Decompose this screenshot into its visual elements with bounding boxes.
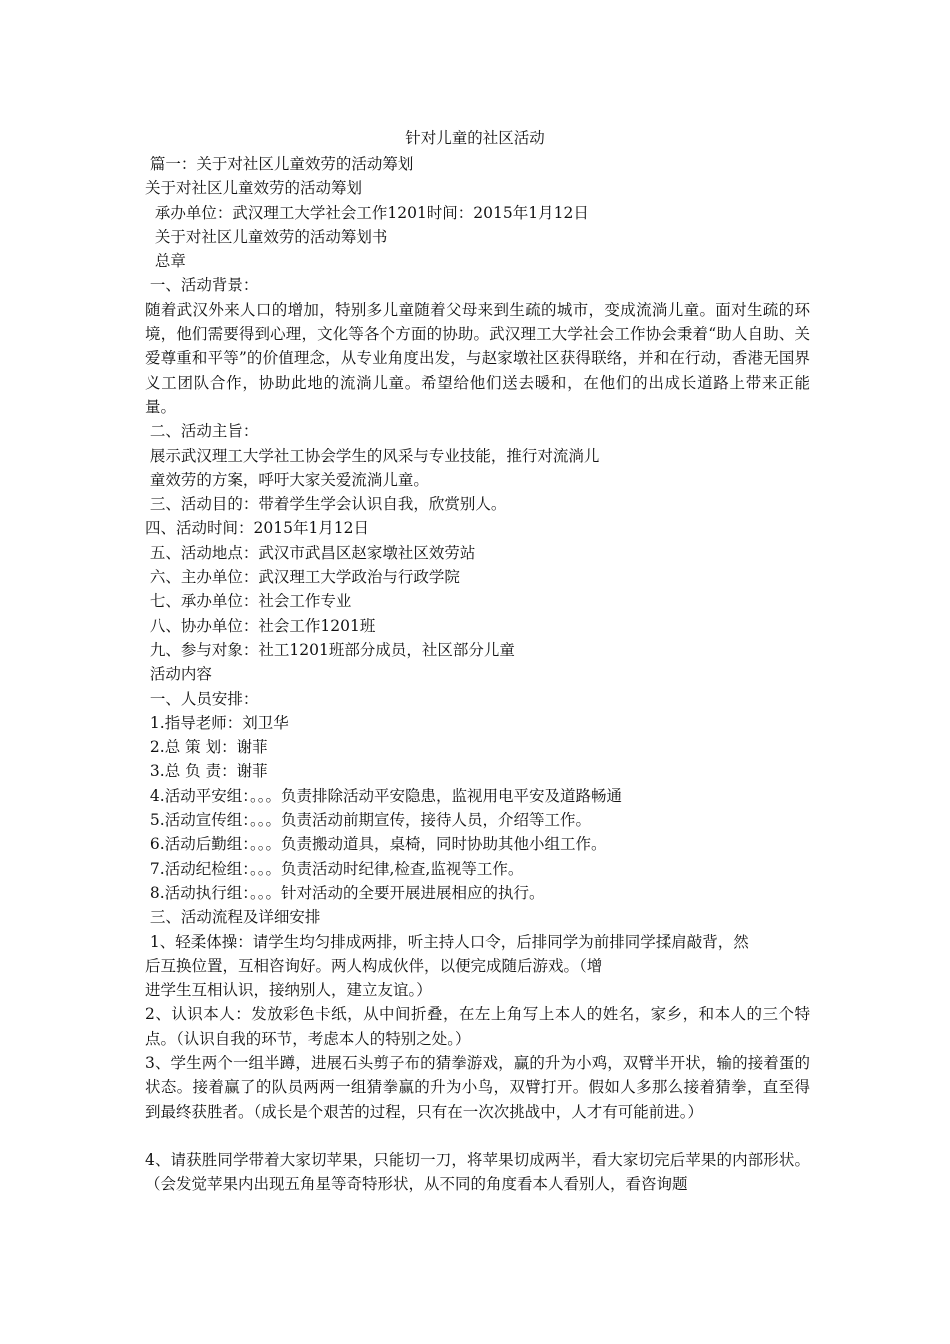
text-line: 1、轻柔体操：请学生均匀排成两排，听主持人口令，后排同学为前排同学揉肩敲背，然	[145, 932, 749, 951]
text-line: 四、活动时间：2015年1月12日	[145, 519, 370, 538]
section-heading: 一、活动背景：	[145, 276, 259, 295]
list-item: 1.指导老师：刘卫华	[145, 713, 289, 732]
section-heading: 一、人员安排：	[145, 689, 259, 708]
text-line: 八、协办单位：社会工作1201班	[145, 616, 376, 635]
item-3-paragraph: 3、学生两个一组半蹲，进展石头剪子布的猜拳游戏，赢的升为小鸡，双臂半开状，输的接着蛋的状态。接着赢了的队员两两一组猜拳赢的升为小鸟，双臂打开。假如人多那么接着猜拳，直至得到最终获胜者。（成长是个艰苦的过程，只有在一次次挑战中，人才有可能前进。）	[145, 1054, 810, 1121]
text-line: 总章	[145, 252, 186, 271]
text-line: 童效劳的方案，呼吁大家关爱流淌儿童。	[145, 470, 429, 489]
list-item: 3.总 负 责：谢菲	[145, 762, 268, 781]
text-line: 七、承办单位：社会工作专业	[145, 592, 352, 611]
text-line: 篇一：关于对社区儿童效劳的活动筹划	[145, 155, 414, 173]
section-heading: 二、活动主旨：	[145, 422, 259, 441]
text-line: 六、主办单位：武汉理工大学政治与行政学院	[145, 568, 460, 587]
section-heading: 活动内容	[145, 665, 212, 684]
list-item: 4.活动平安组：。。。负责排除活动平安隐患，监视用电平安及道路畅通	[145, 786, 622, 805]
text-line: 五、活动地点：武汉市武昌区赵家墩社区效劳站	[145, 543, 476, 562]
text-line: 后互换位置，互相咨询好。两人构成伙伴，以便完成随后游戏。（增	[145, 956, 603, 975]
text-line: 九、参与对象：社工1201班部分成员，社区部分儿童	[145, 640, 515, 659]
list-item: 2.总 策 划：谢菲	[145, 738, 268, 757]
text-line: 承办单位：武汉理工大学社会工作1201时间：2015年1月12日	[145, 203, 589, 222]
section-heading: 三、活动流程及详细安排	[145, 908, 321, 927]
list-item: 8.活动执行组：。。。针对活动的全要开展进展相应的执行。	[145, 883, 545, 902]
text-line: 展示武汉理工大学社工协会学生的风采与专业技能，推行对流淌儿	[145, 446, 600, 465]
list-item: 6.活动后勤组：。。。负责搬动道具，桌椅，同时协助其他小组工作。	[145, 835, 607, 854]
item-2-paragraph: 2、认识本人：发放彩色卡纸，从中间折叠，在左上角写上本人的姓名，家乡，和本人的三个特点。（认识自我的环节，考虑本人的特别之处。）	[145, 1005, 810, 1048]
item-4-paragraph: 4、请获胜同学带着大家切苹果，只能切一刀，将苹果切成两半，看大家切完后苹果的内部形状。（会发觉苹果内出现五角星等奇特形状，从不同的角度看本人看别人，看咨询题	[145, 1151, 810, 1194]
text-line: 三、活动目的：带着学生学会认识自我，欣赏别人。	[145, 495, 507, 514]
text-line: 关于对社区儿童效劳的活动筹划	[145, 179, 363, 198]
text-line: 进学生互相认识，接纳别人，建立友谊。）	[145, 981, 432, 1000]
document-body	[145, 152, 810, 1197]
background-paragraph: 随着武汉外来人口的增加，特别多儿童随着父母来到生疏的城市，变成流淌儿童。面对生疏的环境，他们需要得到心理，文化等各个方面的协助。武汉理工大学社会工作协会秉着“助人自助、关爱尊重和平等”的价值理念，从专业角度出发，与赵家墩社区获得联络，并和在行动，香港无国界义工团队合作，协助此地的流淌儿童。希望给他们送去暖和，在他们的出成长道路上带来正能量。	[145, 300, 810, 416]
document-title: 针对儿童的社区活动	[405, 129, 545, 147]
list-item: 7.活动纪检组：。。。负责活动时纪律,检查,监视等工作。	[145, 859, 524, 878]
list-item: 5.活动宣传组：。。。负责活动前期宣传，接待人员，介绍等工作。	[145, 811, 591, 830]
text-line: 关于对社区儿童效劳的活动筹划书	[145, 227, 388, 246]
